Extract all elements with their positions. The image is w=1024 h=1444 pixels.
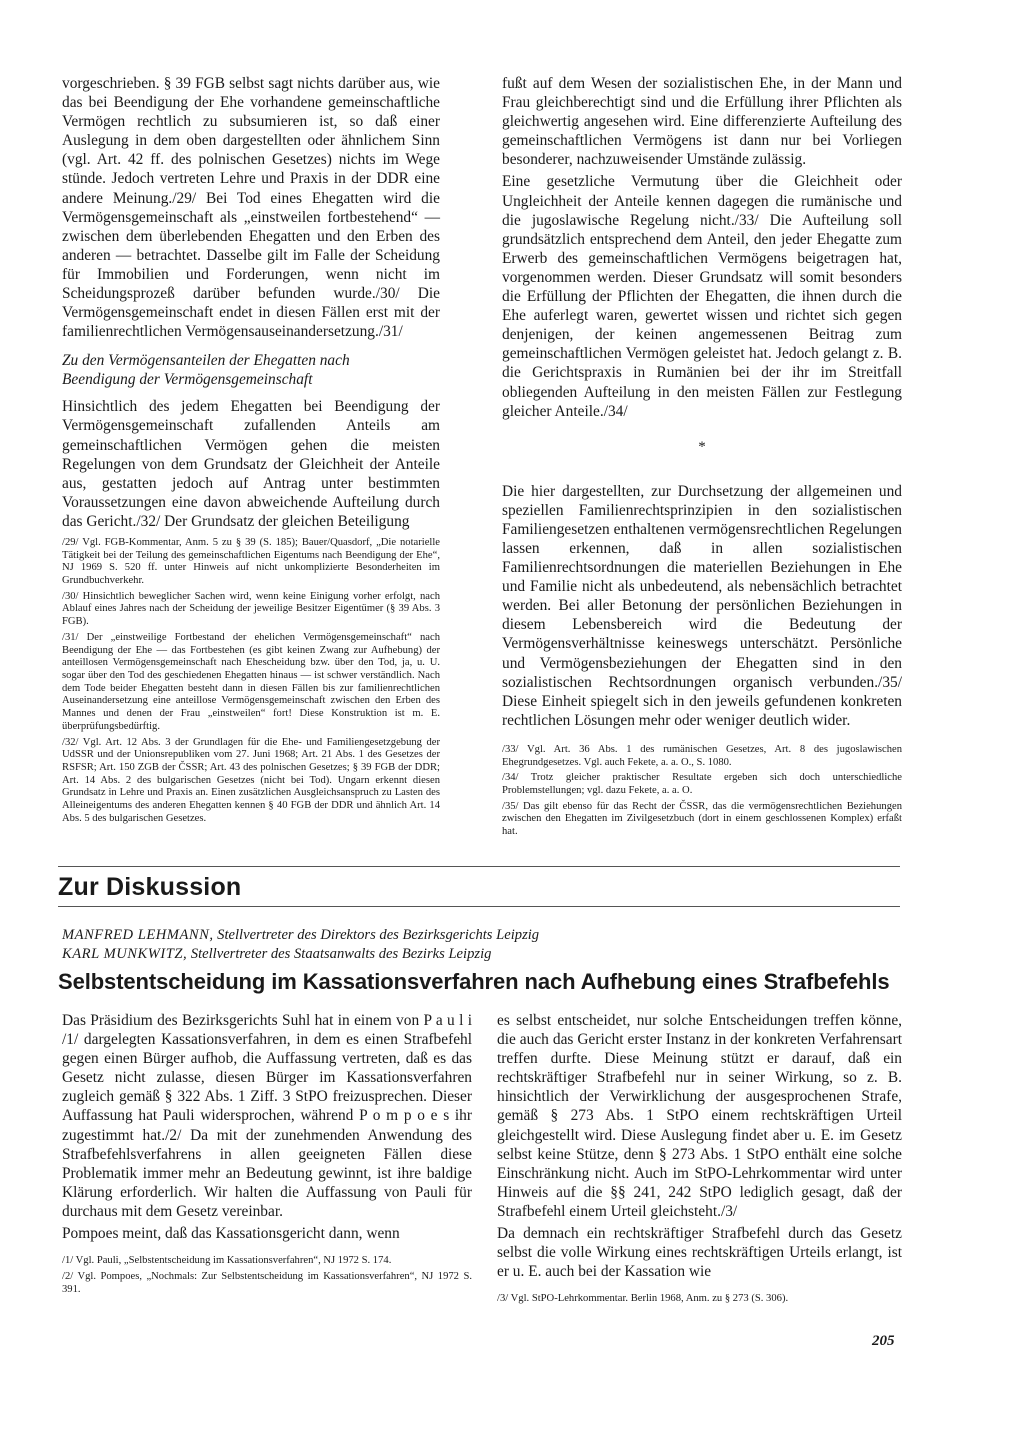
footnotes-left-top: [62, 537, 440, 825]
author-line: [62, 945, 491, 964]
author-role: Stellvertreter des Staatsanwalts des Bezirks Leipzig: [187, 946, 492, 962]
right-bottom-column: [497, 1011, 902, 1306]
discussion-banner: [58, 866, 900, 907]
footnote-2: /2/ Vgl. Pompoes, „Nochmals: Zur Selbstentscheidung im Kassationsverfahren“, NJ 1972 S. 391.: [62, 1270, 472, 1295]
body-paragraph: fußt auf dem Wesen der sozialistischen Ehe, in der Mann und Frau gleichberechtigt sind und die Erfüllung ihrer Pflichten als gleichwertig angesehen wird. Eine differenzierte Aufteilung des gemeinschaftlichen Vermögens ist dann nur bei Vorliegen besonderer, nachzuweisender Umstände zulässig.: [502, 75, 902, 169]
right-top-column: [502, 74, 902, 839]
body-paragraph: Hinsichtlich des jedem Ehegatten bei Beendigung der Vermögensgemeinschaft zufallenden Anteils am gemeinschaftlichen Vermögen gehen die meisten Regelungen von dem Grundsatz der Gleichheit der Anteile aus, gestatten jedoch auf Antrag unter bestimmten Voraussetzungen eine davon abweichende Aufteilung durch das Gericht./32/ Der Grundsatz der gleichen Beteiligung: [62, 398, 440, 530]
footnote-1: /1/ Vgl. Pauli, „Selbstentscheidung im Kassationsverfahren“, NJ 1972 S. 174.: [62, 1255, 392, 1267]
footnotes-left-bottom: [62, 1255, 472, 1296]
left-top-column: [62, 74, 440, 825]
body-paragraph: Das Präsidium des Bezirksgerichts Suhl hat in einem von P a u l i /1/ dargelegten Kassationsverfahren, in dem es einen Strafbefehl gegen einen Bürger aufhob, die Auffassung vertreten, daß es das Gesetz nicht zulasse, diesen Bürger im Kassationsverfahren zugleich gemäß § 322 Abs. 1 Ziff. 3 StPO freizusprechen. Dieser Auffassung hat Pauli widersprochen, während P o m p o e s ihr zugestimmt hat./2/ Da mit der zunehmenden Anwendung des Strafbefehlsverfahrens in allen geeigneten Fällen diese Problematik immer mehr an Bedeutung gewinnt, ist ihre baldige Klärung erforderlich. Wir halten die Auffassung von Pauli für durchaus mit dem Gesetz vereinbar.: [62, 1012, 472, 1220]
author-role: Stellvertreter des Direktors des Bezirksgerichts Leipzig: [213, 927, 540, 943]
footnote-31: /31/ Der „einstweilige Fortbestand der ehelichen Vermögensgemeinschaft“ nach Beendigung der Ehe — das Fortbestehen (es gibt keinen Zwang zur Aufhebung) der anteillosen Vermögensgemeinschaft nach Ehescheidung bzw. über den Tod, ja, u. U. sogar über den Tod des geschiedenen Ehegatten hinaus — ist schwer verständlich. Nach dem Tode beider Ehegatten besteht dann in diesen Fällen bis zur familienrechtlichen Auseinandersetzung eine anteillose Vermögensgemeinschaft zwischen den Erben des Mannes und denen der Frau „einstweilen“ fort! Diese Konstruktion ist m. E. überprüfungsbedürftig.: [62, 631, 440, 732]
footnote-35: /35/ Das gilt ebenso für das Recht der ČSSR, das die vermögensrechtlichen Beziehungen zwischen den Ehegatten im Zivilgesetzbuch (dort in einem geschlossenen Komplex) erfaßt hat.: [502, 800, 902, 838]
footnote-33: /33/ Vgl. Art. 36 Abs. 1 des rumänischen Gesetzes, Art. 8 des jugoslawischen Ehegrundgesetzes. Vgl. auch Fekete, a. a. O., S. 1080.: [502, 743, 902, 768]
article-title: Selbstentscheidung im Kassationsverfahren nach Aufhebung eines Strafbefehls: [58, 969, 890, 994]
footnote-32: /32/ Vgl. Art. 12 Abs. 3 der Grundlagen für die Ehe- und Familiengesetzgebung der UdSSR und der Unionsrepubliken vom 27. Juni 1968; Art. 21 Abs. 1 des Gesetzes der RSFSR; Art. 150 ZGB der ČSSR; Art. 43 des polnischen Gesetzes; § 39 FGB der DDR; Art. 14 Abs. 2 des bulgarischen Gesetzes (nicht bei Tod). Ungarn erkennt diesen Grundsatz in Lehre und Praxis an. Einen zusätzlichen Ausgleichsanspruch zu Lasten des Alleineigentums des anderen Ehegatten kennen § 40 FGB der DDR und ähnlich Art. 14 Abs. 5 des bulgarischen Gesetzes.: [62, 736, 440, 824]
footnote-34: /34/ Trotz gleicher praktischer Resultate ergeben sich doch unterschiedliche Problemstellungen; vgl. dazu Fekete, a. a. O.: [502, 772, 902, 797]
footnote-3: /3/ Vgl. StPO-Lehrkommentar. Berlin 1968, Anm. zu § 273 (S. 306).: [497, 1293, 789, 1305]
banner-bottom-rule: [58, 906, 900, 907]
body-paragraph: Die hier dargestellten, zur Durchsetzung der allgemeinen und speziellen Familienrechtsprinzipien in den sozialistischen Familiengesetzen enthaltenen vermögensrechtlichen Regelungen lassen erkennen, daß in allen sozialistischen Familienrechtsordnungen die materiellen Beziehungen in Ehe und Familie nicht als unbedeutend, als nebensächlich betrachtet werden. Bei aller Betonung der persönlichen Beziehungen in diesem Lebensbereich wird die Bedeutung der Vermögensverhältnisse keineswegs unterschätzt. Persönliche und Vermögensbeziehungen der Ehegatten sind in den sozialistischen Rechtsordnungen organisch verbunden./35/ Diese Einheit spiegelt sich in den jeweils gefundenen konkreten rechtlichen Lösungen mehr oder weniger deutlich wider.: [502, 482, 902, 729]
footnotes-right-bottom: [497, 1293, 902, 1306]
author-name: MANFRED LEHMANN,: [62, 927, 214, 943]
footnotes-right-top: [502, 744, 902, 839]
body-paragraph: Da demnach ein rechtskräftiger Strafbefehl durch das Gesetz selbst die volle Wirkung eines rechtskräftigen Urteils erlangt, ist er u. E. auch bei der Kassation wie: [497, 1225, 902, 1281]
footnote-30: /30/ Hinsichtlich beweglicher Sachen wird, wenn keine Einigung vorher erfolgt, nach Ablauf eines Jahres nach der Scheidung der jeweilige Besitzer Eigentümer (§ 39 Abs. 3 FGB).: [62, 590, 440, 628]
section-subheading: Zu den Vermögensanteilen der Ehegatten nach Beendigung der Vermögensgemeinschaft: [62, 352, 350, 389]
section-separator: *: [698, 438, 706, 455]
page-number: 205: [872, 1333, 895, 1349]
body-paragraph: vorgeschrieben. § 39 FGB selbst sagt nichts darüber aus, wie das bei Beendigung der Ehe vorhandene gemeinschaftliche Vermögen rechtlich zu subsumieren ist, so daß einer Auslegung in dem oben dargestellten oder ähnlichem Sinn (vgl. Art. 42 ff. des polnischen Gesetzes) nichts im Wege stünde. Jedoch vertreten Lehre und Praxis in der DDR eine andere Meinung./29/ Bei Tod eines Ehegatten wird die Vermögensgemeinschaft als „einstweilen fortbestehend“ — zwischen dem überlebenden Ehegatten und den Erben des anderen — betrachtet. Dasselbe gilt im Falle der Scheidung für Immobilien und Forderungen, wenn nicht im Scheidungsprozeß darüber befunden wurde./30/ Die Vermögensgemeinschaft endet in diesen Fällen erst mit der familienrechtlichen Vermögensauseinandersetzung./31/: [62, 75, 440, 341]
author-line: [62, 926, 539, 945]
banner-top-rule: [58, 866, 900, 867]
body-paragraph: Eine gesetzliche Vermutung über die Gleichheit oder Ungleichheit der Anteile kennen dagegen die rumänische und die jugoslawische Regelung nicht./33/ Die Aufteilung soll grundsätzlich entsprechend dem Anteil, den jeder Ehegatte zum Erwerb des gemeinschaftlichen Vermögens beigetragen hat, vorgenommen werden. Dieser Grundsatz will somit besonders die Erfüllung der Pflichten der Ehegatten, die ihnen durch die Ehe auferlegt waren, gewertet wissen und richtet sich gegen denjenigen, der keinen angemessenen Beitrag zum gemeinschaftlichen Vermögen geleistet hat. Jedoch gelangt z. B. die Gerichtspraxis in Rumänien bei der ihr im Streitfall obliegenden Aufteilung in den meisten Fällen zur Festlegung gleicher Anteile./34/: [502, 173, 902, 420]
body-paragraph: Pompoes meint, daß das Kassationsgericht dann, wenn: [62, 1225, 400, 1243]
section-title: Zur Diskussion: [58, 873, 242, 901]
footnote-29: /29/ Vgl. FGB-Kommentar, Anm. 5 zu § 39 (S. 185); Bauer/Quasdorf, „Die notarielle Tätigkeit bei der Teilung des gemeinschaftlichen Eigentums nach Beendigung der Ehe“, NJ 1969 S. 520 ff. unter Hinweis auf nicht unkomplizierte Besonderheiten im Grundbuchverkehr.: [62, 536, 440, 587]
author-name: KARL MUNKWITZ,: [62, 946, 188, 962]
left-bottom-column: [62, 1011, 472, 1296]
body-paragraph: es selbst entscheidet, nur solche Entscheidungen treffen könne, die auch das Gericht erster Instanz in der konkreten Verfahrensart treffen durfte. Diese Meinung stützt er darauf, daß ein rechtskräftiger Strafbefehl nur in seiner Wirkung, so z. B. hinsichtlich der Verwirklichung der ausgesprochenen Strafe, gemäß § 273 Abs. 1 StPO einem rechtskräftigen Urteil gleichgestellt wird. Diese Auslegung findet aber u. E. im Gesetz selbst keine Stütze, denn § 273 Abs. 1 StPO enthält eine solche Einschränkung nicht. Auch im StPO-Lehrkommentar wird unter Hinweis auf die §§ 241, 242 StPO lediglich gesagt, daß der Strafbefehl einem Urteil gleichsteht./3/: [497, 1012, 902, 1220]
